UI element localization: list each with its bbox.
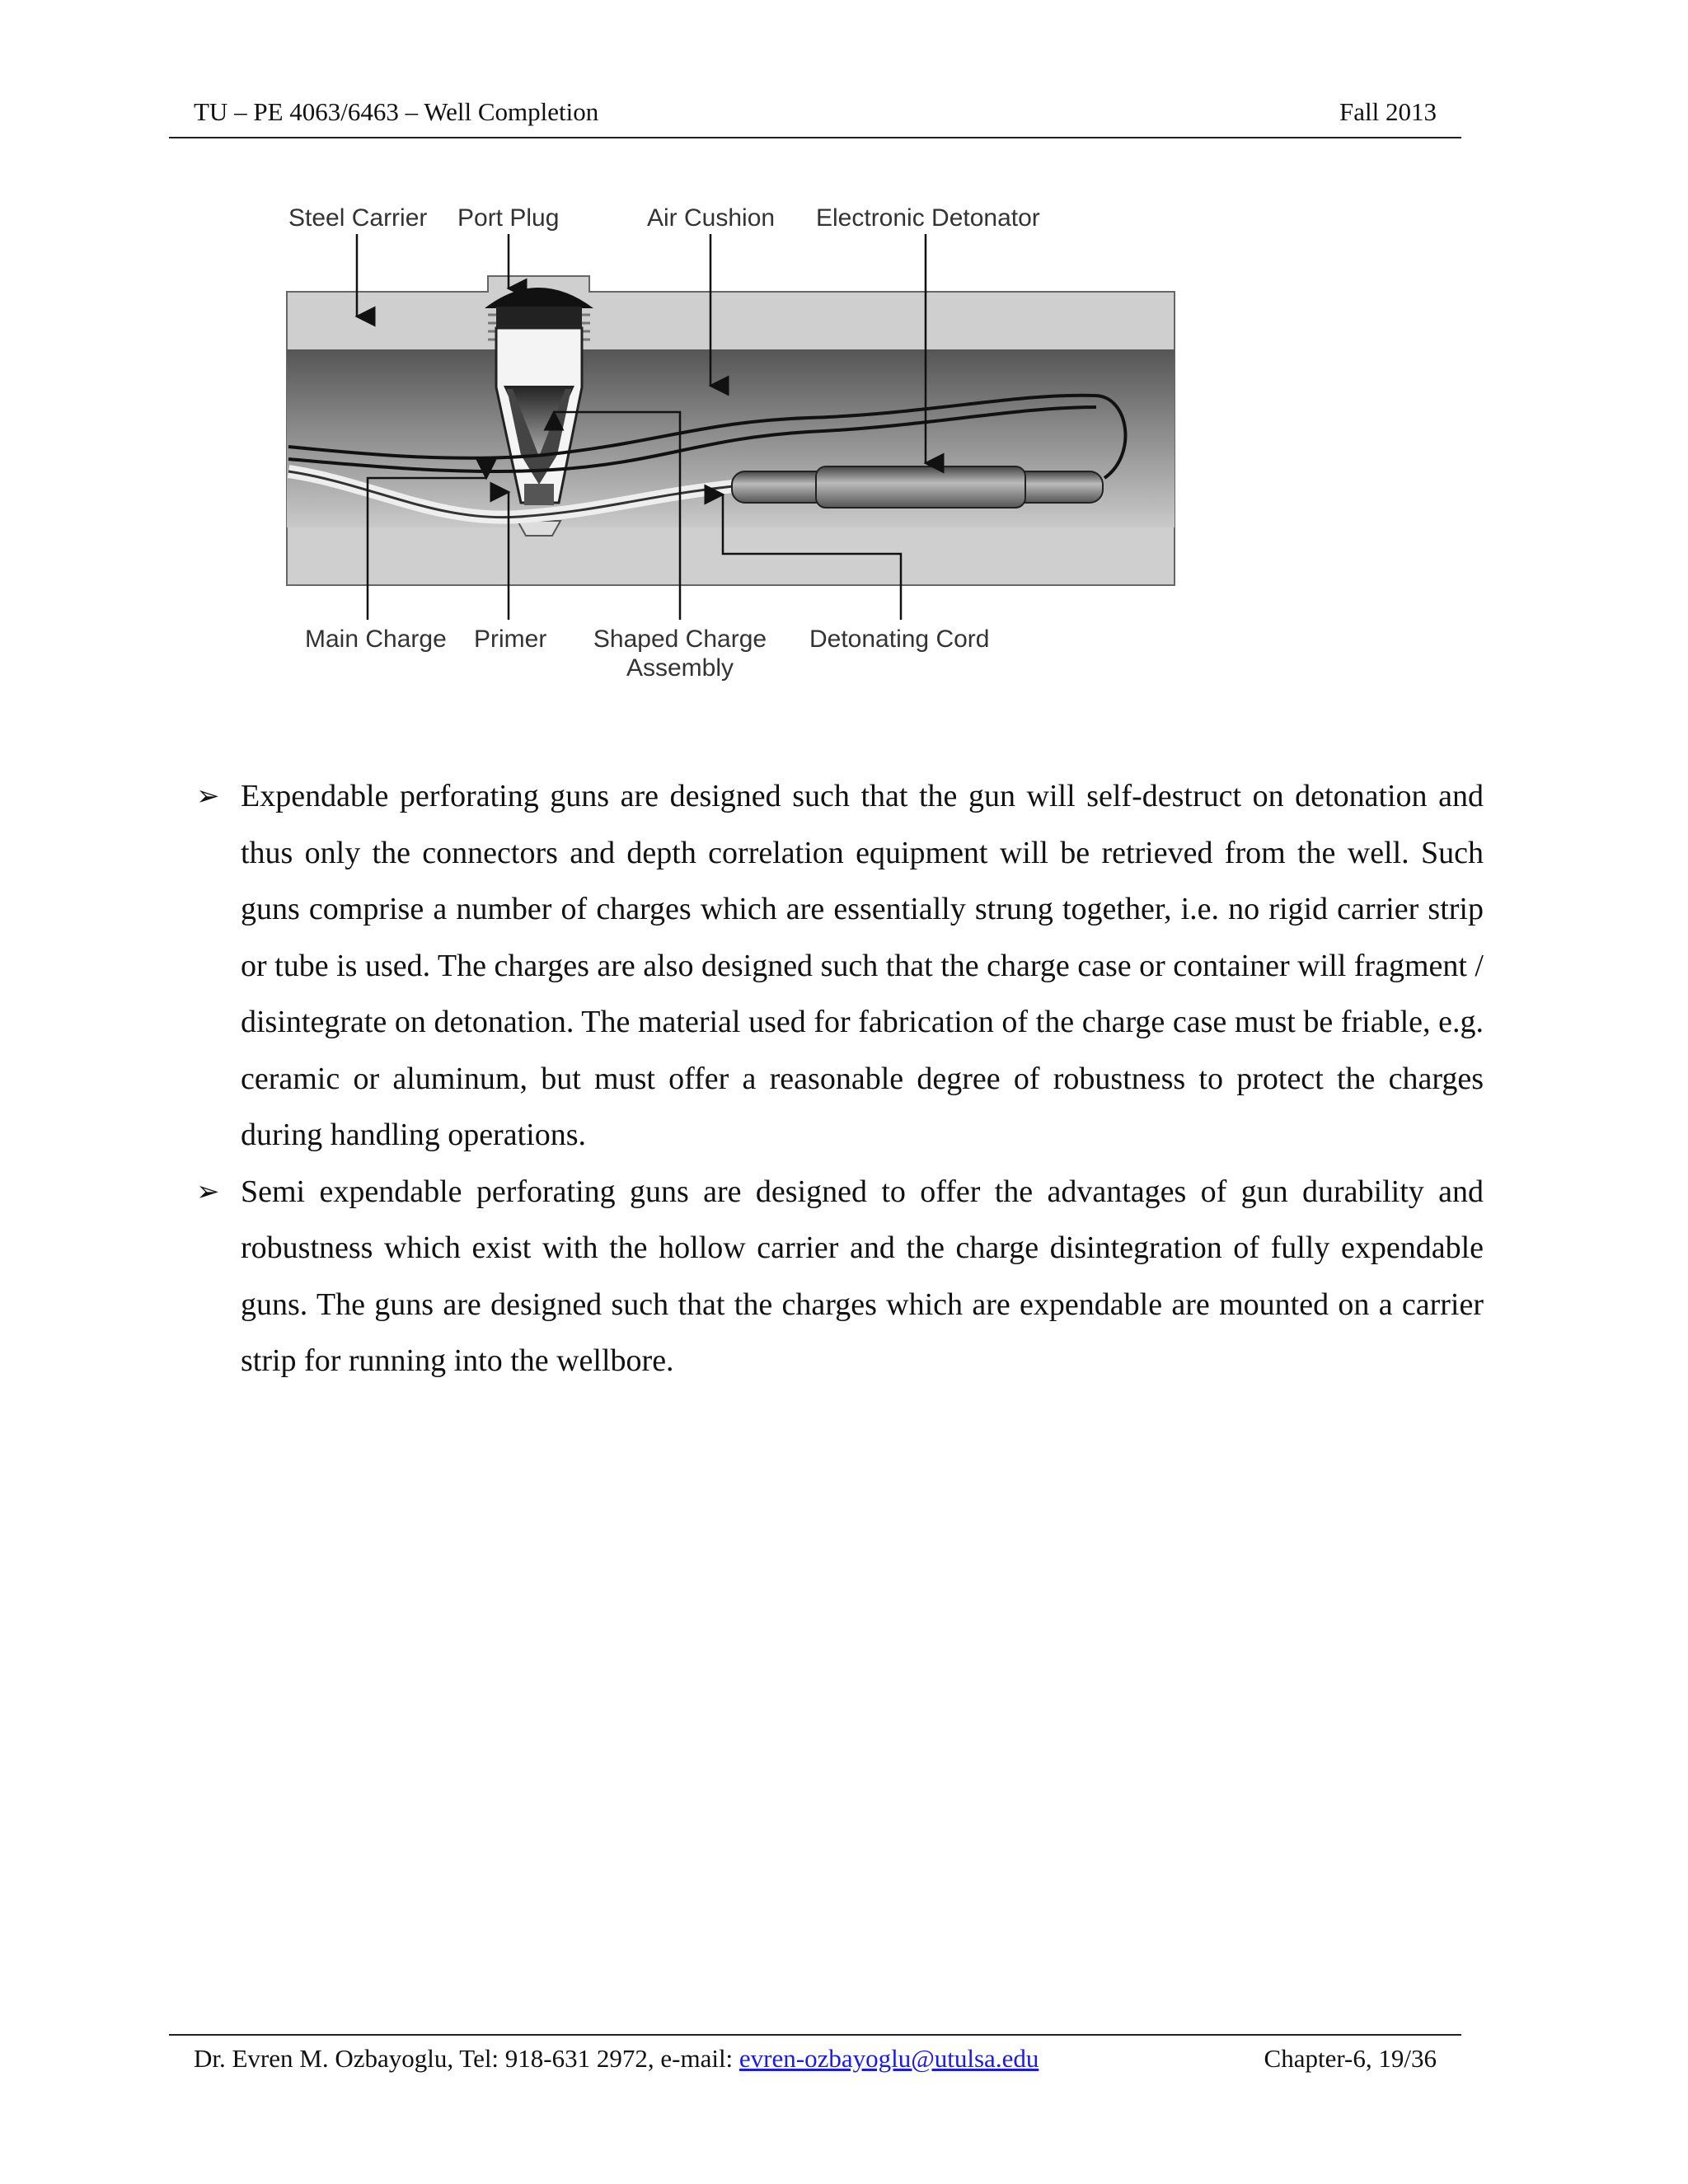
footer-contact (194, 2044, 1039, 2074)
email-link[interactable]: evren-ozbayoglu@utulsa.edu (738, 2044, 1039, 2073)
diagram-svg (272, 191, 1228, 702)
course-title: TU – PE 4063/6463 – Well Completion (194, 97, 599, 126)
page-footer (169, 2034, 1461, 2073)
page-number: Chapter-6, 19/36 (1264, 2044, 1437, 2073)
label-steel-carrier: Steel Carrier (288, 204, 428, 232)
page-header (169, 97, 1461, 138)
footer-author: Dr. Evren M. Ozbayoglu, Tel: 918-631 2972, e-mail: (194, 2044, 739, 2073)
arrow-bullet-icon: ➢ (196, 1174, 220, 1208)
bullet-text: Expendable perforating guns are designed such that the gun will self-destruct on detonation and thus only the connectors and depth correlation equipment will be retrieved from the well. Such guns comprise a number of charges which are essentially strung together, i.e. no rigid carrier strip or tube is used. The charges are also designed such that the charge case or container will fragment / disintegrate on detonation. The material used for fabrication of the charge case must be friable, e.g. ceramic or aluminum, but must offer a reasonable degree of robustness to protect the charges during handling operations. (241, 779, 1484, 1152)
label-air-cushion: Air Cushion (647, 204, 776, 232)
label-primer: Primer (474, 626, 547, 653)
charge-base (518, 521, 560, 536)
label-main-charge: Main Charge (305, 626, 447, 653)
bullet-text: Semi expendable perforating guns are designed to offer the advantages of gun durability and robustness which exist with the hollow carrier and the charge disintegration of fully expendable guns. The guns are designed such that the charges which are expendable are mounted on a carrier strip for running into the wellbore. (241, 1174, 1484, 1378)
label-detonating-cord: Detonating Cord (809, 626, 990, 653)
arrow-bullet-icon: ➢ (196, 780, 220, 813)
bullet-expendable-guns (190, 768, 1484, 1164)
semester: Fall 2013 (1339, 97, 1437, 126)
label-port-plug: Port Plug (457, 204, 560, 232)
label-shaped-charge-2: Assembly (626, 654, 734, 682)
bullet-semi-expendable-guns (190, 1164, 1484, 1390)
perforating-gun-diagram (272, 191, 1228, 702)
label-shaped-charge-1: Shaped Charge (593, 626, 767, 653)
label-electronic-detonator: Electronic Detonator (816, 204, 1040, 232)
body-text (190, 768, 1484, 1390)
